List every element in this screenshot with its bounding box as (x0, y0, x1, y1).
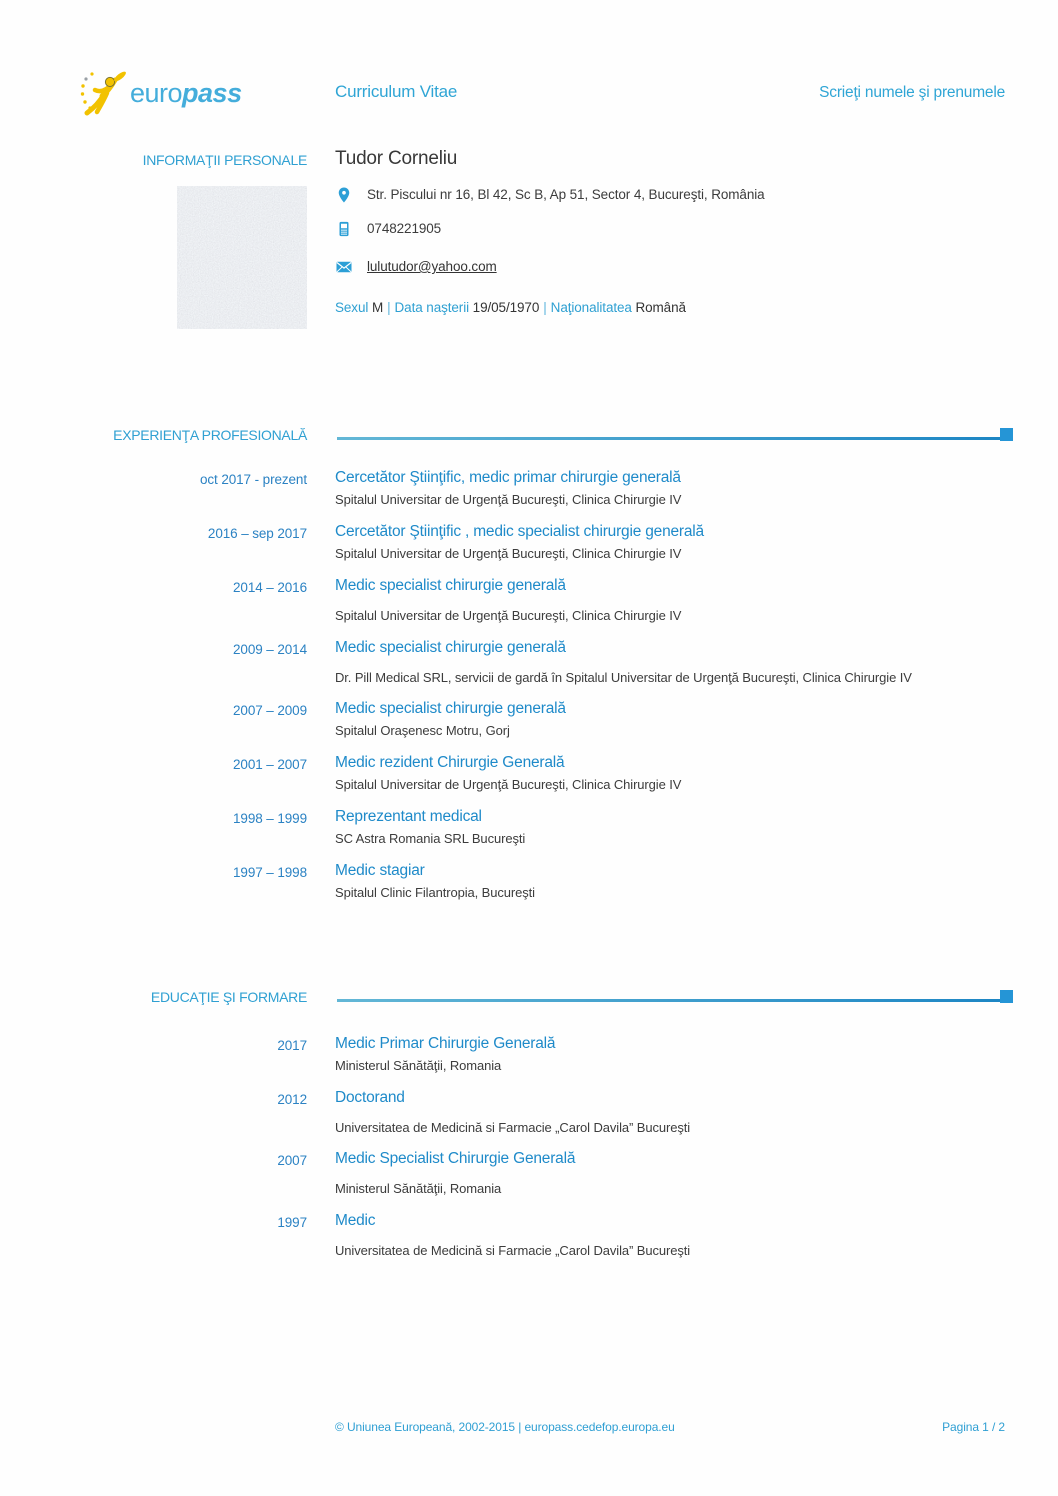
name-placeholder-hint: Scrieţi numele şi prenumele (819, 84, 1005, 101)
personal-info-header (80, 148, 1005, 170)
experience-entry (80, 639, 1005, 688)
entry-organisation: SC Astra Romania SRL Bucureşti (335, 831, 526, 847)
experience-entry (80, 754, 1005, 795)
section-rule-line (337, 437, 1001, 440)
entry-title: Medic Specialist Chirurgie Generală (335, 1150, 576, 1168)
mobile-phone-icon (335, 220, 353, 238)
entry-title: Doctorand (335, 1088, 405, 1106)
experience-section-header (80, 427, 1005, 443)
separator: | (387, 300, 391, 315)
logo-euro-text: euro (130, 77, 183, 108)
entry-title: Medic Primar Chirurgie Generală (335, 1034, 556, 1052)
experience-entries (0, 469, 1058, 903)
entry-organisation: Universitatea de Medicină si Farmacie „Carol Davila” Bucureşti (335, 1119, 691, 1135)
email-item (335, 258, 1005, 276)
separator: | (543, 300, 547, 315)
section-rule (337, 427, 1005, 441)
entry-period: 2016 – sep 2017 (207, 525, 307, 541)
birth-value: 19/05/1970 (472, 300, 540, 315)
education-entry (80, 1035, 1005, 1076)
education-entry (80, 1150, 1005, 1199)
entry-period: 1997 – 1998 (233, 864, 307, 880)
personal-section-label: INFORMAŢII PERSONALE (142, 152, 307, 168)
experience-section-label: EXPERIENŢA PROFESIONALĂ (113, 427, 307, 443)
entry-title: Medic (335, 1212, 376, 1230)
entry-period: 2017 (277, 1037, 307, 1053)
entry-organisation: Spitalul Clinic Filantropia, Bucureşti (335, 884, 535, 900)
experience-entry (80, 700, 1005, 741)
sex-value: M (371, 300, 384, 315)
entry-organisation: Spitalul Universitar de Urgenţă Bucureşti, Clinica Chirurgie IV (335, 777, 682, 793)
entry-organisation: Spitalul Universitar de Urgenţă Bucureşti, Clinica Chirurgie IV (335, 492, 682, 507)
phone-number: 0748221905 (367, 221, 442, 236)
entry-period: 2001 – 2007 (233, 757, 307, 773)
sex-label: Sexul (335, 300, 369, 315)
logo-pass-text: pass (182, 77, 242, 108)
entry-title: Medic rezident Chirurgie Generală (335, 754, 565, 772)
email-link[interactable]: lulutudor@yahoo.com (367, 259, 497, 274)
entry-period: oct 2017 - prezent (199, 472, 307, 487)
birth-label: Data naşterii (394, 300, 470, 315)
header-content (335, 70, 1005, 116)
entry-period: 2009 – 2014 (233, 641, 307, 657)
section-rule-square (1000, 990, 1013, 1003)
experience-entry (80, 577, 1005, 626)
education-entry (80, 1212, 1005, 1261)
person-name: Tudor Corneliu (335, 148, 458, 169)
entry-title: Cercetător Ştiinţific, medic primar chirurgie generală (335, 469, 681, 486)
personal-info-body (80, 186, 1005, 329)
location-pin-icon (335, 186, 353, 204)
entry-title: Medic stagiar (335, 861, 425, 879)
contact-list (335, 186, 1005, 329)
nationality-label: Naţionalitatea (550, 300, 632, 315)
envelope-icon (335, 258, 353, 276)
entry-title: Medic specialist chirurgie generală (335, 638, 566, 656)
experience-entry (80, 469, 1005, 510)
section-rule-line (337, 999, 1001, 1002)
logo-area (80, 70, 307, 116)
europass-figure-icon (80, 70, 128, 116)
entry-organisation: Universitatea de Medicină si Farmacie „Carol Davila” Bucureşti (335, 1243, 691, 1259)
photo-area (80, 186, 307, 329)
education-entries (0, 1035, 1058, 1261)
address-item (335, 186, 1005, 204)
experience-entry (80, 808, 1005, 849)
experience-section (0, 427, 1058, 903)
entry-title: Medic specialist chirurgie generală (335, 576, 566, 594)
entry-period: 2012 (277, 1091, 307, 1107)
footer-copyright: © Uniunea Europeană, 2002-2015 | europass.cedefop.europa.eu (335, 1420, 675, 1434)
footer-page-number: Pagina 1 / 2 (942, 1420, 1005, 1434)
education-section-label: EDUCAŢIE ŞI FORMARE (150, 988, 307, 1005)
entry-period: 2007 – 2009 (233, 703, 307, 719)
entry-organisation: Ministerul Sănătăţii, Romania (335, 1181, 502, 1197)
entry-period: 1997 (277, 1215, 307, 1231)
document-type-title: Curriculum Vitae (335, 82, 458, 101)
entry-organisation: Spitalul Universitar de Urgenţă Bucureşti, Clinica Chirurgie IV (335, 607, 682, 623)
entry-title: Cercetător Ştiinţific , medic specialist chirurgie generală (335, 522, 704, 540)
entry-period: 2014 – 2016 (233, 579, 307, 595)
entry-organisation: Ministerul Sănătăţii, Romania (335, 1057, 502, 1073)
europass-logo (80, 70, 307, 116)
education-section-header (80, 989, 1005, 1005)
address-text: Str. Piscului nr 16, Bl 42, Sc B, Ap 51, Sector 4, Bucureşti, România (367, 187, 765, 202)
education-section (0, 989, 1058, 1261)
entry-organisation: Dr. Pill Medical SRL, servicii de gardă în Spitalul Universitar de Urgenţă Bucureşti, Clinica Chirurgie IV (335, 669, 912, 685)
europass-wordmark (130, 77, 242, 108)
page-footer (80, 1420, 1005, 1434)
profile-photo (177, 186, 307, 329)
phone-item (335, 220, 1005, 238)
section-rule-square (1000, 428, 1013, 441)
entry-organisation: Spitalul Universitar de Urgenţă Bucureşti, Clinica Chirurgie IV (335, 545, 682, 561)
demographics-line (335, 300, 1005, 315)
entry-title: Medic specialist chirurgie generală (335, 700, 566, 718)
entry-period: 2007 (277, 1153, 307, 1169)
entry-organisation: Spitalul Oraşenesc Motru, Gorj (335, 723, 510, 739)
education-entry (80, 1089, 1005, 1138)
nationality-value: Română (635, 300, 686, 315)
page-header (80, 0, 1005, 116)
section-rule (337, 989, 1005, 1003)
experience-entry (80, 862, 1005, 903)
experience-entry (80, 523, 1005, 564)
entry-title: Reprezentant medical (335, 808, 482, 826)
entry-period: 1998 – 1999 (233, 811, 307, 827)
